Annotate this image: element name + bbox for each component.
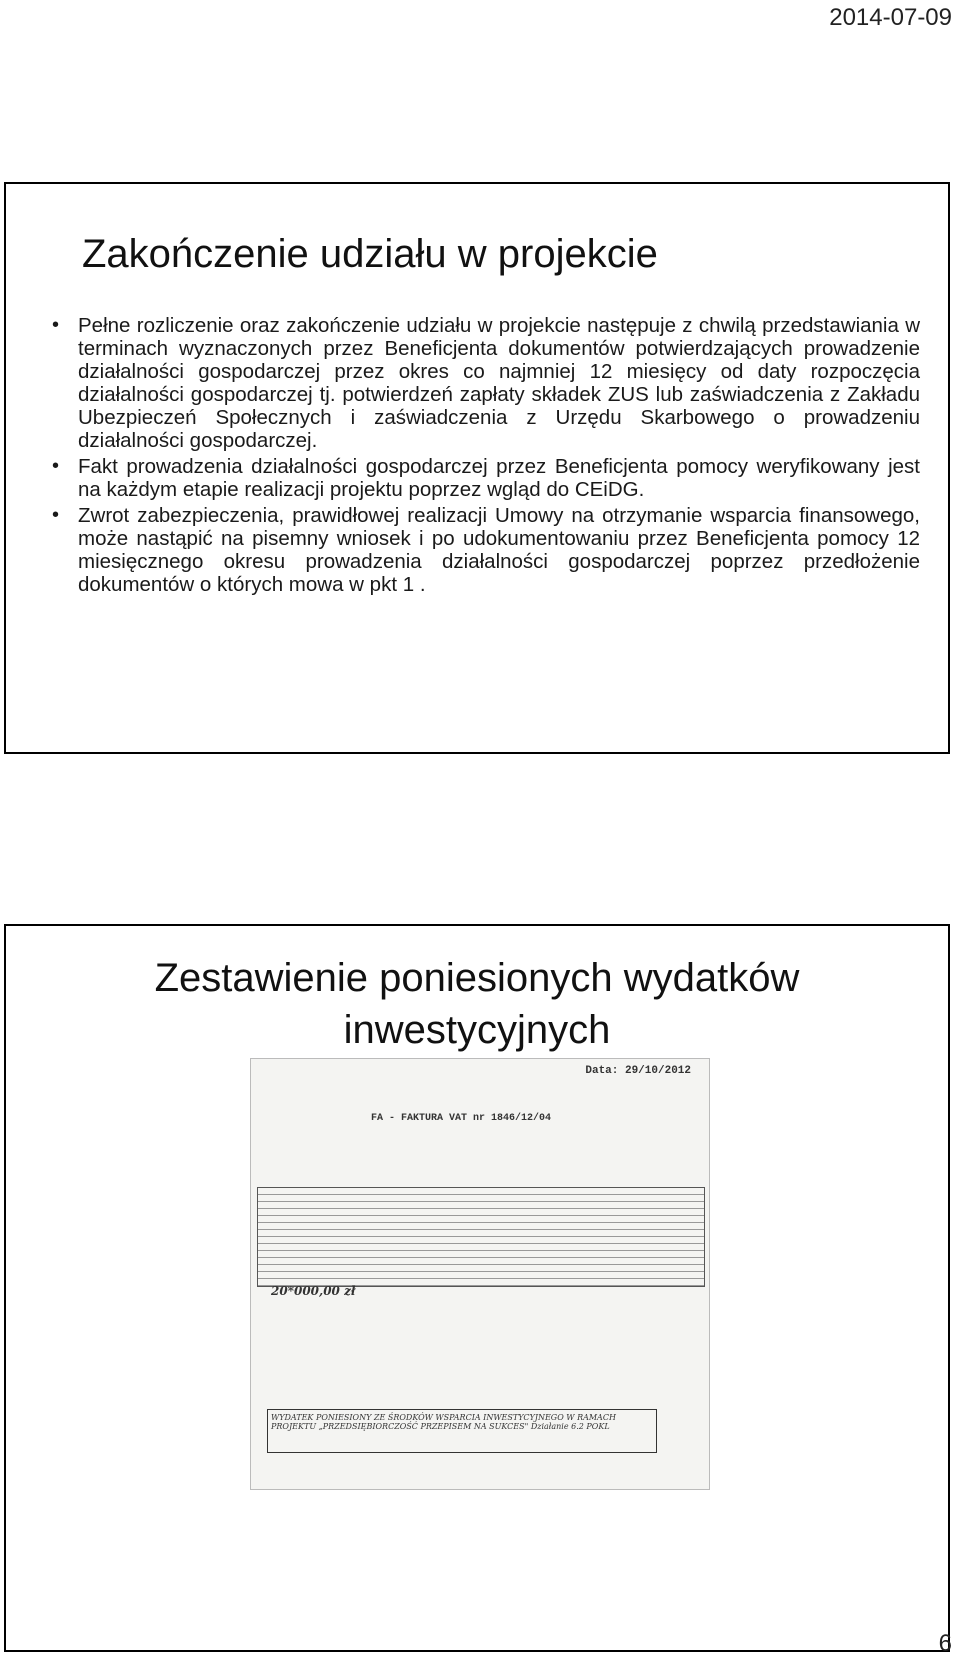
bullet-icon: • bbox=[52, 504, 60, 526]
bullet-item: • Zwrot zabezpieczenia, prawidłowej realizacji Umowy na otrzymanie wsparcia finansowego, może nastąpić na pisemny wniosek i po udokumentowaniu przez Beneficjenta pomocy 12 miesięcznego okresu prowadzenia działalności gospodarczej poprzez przedłożenie dokumentów o których mowa w pkt 1 . bbox=[52, 504, 920, 596]
slide-completion bbox=[4, 182, 950, 754]
invoice-header: FA - FAKTURA VAT nr 1846/12/04 bbox=[371, 1113, 552, 1124]
slide-title bbox=[6, 952, 948, 1056]
bullet-icon: • bbox=[52, 455, 60, 477]
invoice-table bbox=[257, 1187, 705, 1287]
invoice-date: Data: 29/10/2012 bbox=[585, 1065, 691, 1077]
bullet-icon: • bbox=[52, 314, 60, 336]
scanned-invoice-image bbox=[250, 1058, 710, 1490]
title-line: inwestycyjnych bbox=[343, 1008, 611, 1052]
header-date: 2014-07-09 bbox=[829, 4, 952, 31]
slide-title: Zakończenie udziału w projekcie bbox=[82, 232, 658, 276]
bullet-list bbox=[52, 314, 920, 599]
bullet-item: • Fakt prowadzenia działalności gospodarczej przez Beneficjenta pomocy weryfikowany jest na każdym etapie realizacji projektu poprzez wgląd do CEiDG. bbox=[52, 455, 920, 501]
page-number: 6 bbox=[938, 1630, 952, 1657]
invoice-stamp: WYDATEK PONIESIONY ZE ŚRODKÓW WSPARCIA INWESTYCYJNEGO W RAMACH PROJEKTU „PRZEDSIĘBIORCZOŚĆ PRZEPISEM NA SUKCES" Działanie 6.2 POKL bbox=[267, 1409, 657, 1453]
bullet-item: • Pełne rozliczenie oraz zakończenie udziału w projekcie następuje z chwilą przedstawiania w terminach wyznaczonych przez Beneficjenta dokumentów potwierdzających prowadzenie działalności gospodarczej przez okres co najmniej 12 miesięcy od daty rozpoczęcia działalności gospodarczej tj. potwierdzeń zapłaty składek ZUS lub zaświadczenia z Zakładu Ubezpieczeń Społecznych i zaświadczenia z Urzędu Skarbowego o prowadzeniu działalności gospodarczej. bbox=[52, 314, 920, 452]
title-line: Zestawienie poniesionych wydatków bbox=[154, 956, 800, 1000]
invoice-total: 20*000,00 zł bbox=[271, 1284, 356, 1298]
slide-expenses bbox=[4, 924, 950, 1652]
